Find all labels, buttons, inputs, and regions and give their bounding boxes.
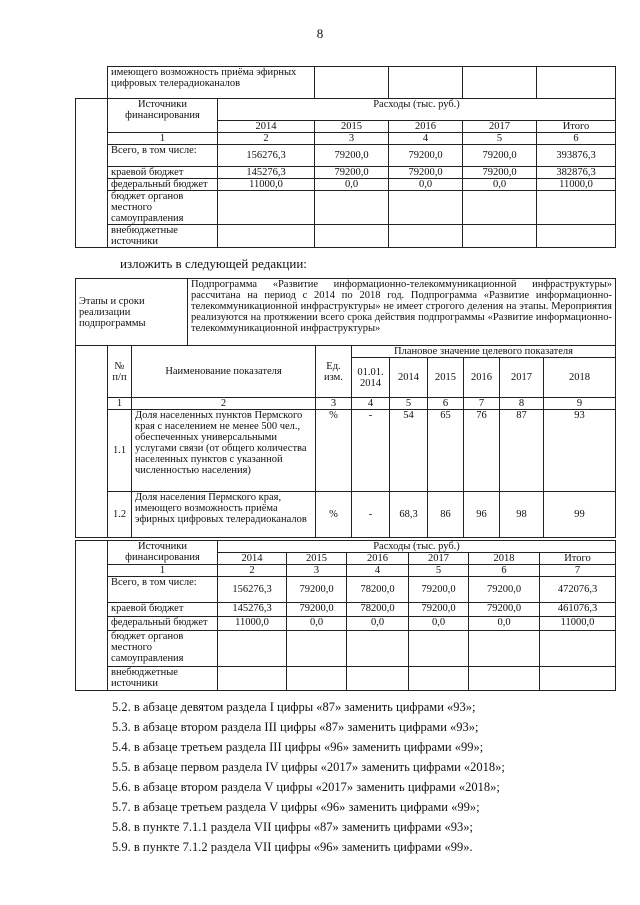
unit: %	[316, 492, 352, 538]
cell-value: 79200,0	[409, 577, 469, 603]
top-expenses-header: Расходы (тыс. руб.)	[218, 99, 616, 121]
cell-value: 76	[464, 410, 500, 492]
top-sources-header: Источники финансирования	[108, 99, 218, 133]
row-label: бюджет органов местного самоуправления	[108, 631, 218, 667]
cell-value: -	[352, 492, 390, 538]
col-number: 2	[218, 133, 315, 145]
cell-value: 0,0	[463, 179, 537, 191]
cell-value: 11000,0	[540, 617, 616, 631]
list-item: 5.6. в абзаце втором раздела V цифры «2017» заменить цифрами «2018»;	[112, 780, 500, 794]
table-row	[76, 577, 616, 603]
year-header: 2015	[428, 358, 464, 398]
cell-value: 78200,0	[347, 577, 409, 603]
col-number: 1	[108, 565, 218, 577]
row-label: краевой бюджет	[108, 167, 218, 179]
bottom-expenses-header: Расходы (тыс. руб.)	[218, 541, 616, 553]
year-header: 2016	[389, 121, 463, 133]
list-item: 5.5. в абзаце первом раздела IV цифры «2017» заменить цифрами «2018»;	[112, 760, 505, 774]
cell-value: 472076,3	[540, 577, 616, 603]
col-number: 3	[287, 565, 347, 577]
top-section-label	[76, 99, 108, 248]
cell-value: 87	[500, 410, 544, 492]
col-number: 4	[352, 398, 390, 410]
cell-value: 99	[544, 492, 616, 538]
cell-value: 145276,3	[218, 603, 287, 617]
page-number: 8	[316, 26, 324, 41]
col-number: 9	[544, 398, 616, 410]
cell-value: 11000,0	[218, 179, 315, 191]
list-item: 5.2. в абзаце девятом раздела I цифры «87» заменить цифрами «93»;	[112, 700, 476, 714]
cell-value: 0,0	[469, 617, 540, 631]
indicator-name: Доля населения Пермского края, имеющего возможность приёма эфирных цифровых телерадиоканалов	[132, 492, 316, 538]
cell-value: -	[352, 410, 390, 492]
table-row	[76, 225, 616, 248]
row-number: 1.2	[108, 492, 132, 538]
year-header: 2016	[347, 553, 409, 565]
table-row	[76, 410, 616, 492]
intro-text: изложить в следующей редакции:	[120, 256, 307, 271]
cell-value: 79200,0	[469, 577, 540, 603]
cell-value: 461076,3	[540, 603, 616, 617]
year-header: 2017	[463, 121, 537, 133]
table-row	[76, 603, 616, 617]
cell-value: 79200,0	[409, 603, 469, 617]
cell-value: 145276,3	[218, 167, 315, 179]
row-label: Всего, в том числе:	[108, 577, 218, 603]
table-row	[76, 191, 616, 225]
stages-table	[75, 278, 616, 346]
col-number: 4	[347, 565, 409, 577]
col-number: 5	[409, 565, 469, 577]
cell-value: 393876,3	[537, 145, 616, 167]
targets-table	[75, 345, 616, 538]
bottom-sources-header: Источники финансирования	[108, 541, 218, 565]
top-financing-table	[75, 66, 616, 248]
col-number: 6	[537, 133, 616, 145]
cell-value: 96	[464, 492, 500, 538]
year-header: 2014	[390, 358, 428, 398]
col-number: 8	[500, 398, 544, 410]
year-header: 2015	[315, 121, 389, 133]
list-item: 5.4. в абзаце третьем раздела III цифры «96» заменить цифрами «99»;	[112, 740, 484, 754]
row-label: федеральный бюджет	[108, 617, 218, 631]
amendments-list	[112, 697, 505, 857]
col-number: 7	[464, 398, 500, 410]
col-number: 3	[316, 398, 352, 410]
targets-section-label	[76, 346, 108, 538]
col-number: 2	[132, 398, 316, 410]
cell-value: 93	[544, 410, 616, 492]
cell-value: 79200,0	[463, 145, 537, 167]
year-header: 01.01. 2014	[352, 358, 390, 398]
stages-label: Этапы и сроки реализации подпрограммы	[76, 279, 188, 346]
cell-value: 68,3	[390, 492, 428, 538]
cell-value: 0,0	[287, 617, 347, 631]
list-item: 5.8. в пункте 7.1.1 раздела VII цифры «87» заменить цифрами «93»;	[112, 820, 473, 834]
unit-header: Ед. изм.	[316, 346, 352, 398]
col-number: 3	[315, 133, 389, 145]
cell-value: 0,0	[389, 179, 463, 191]
col-number: 5	[463, 133, 537, 145]
stages-text: Подпрограмма «Развитие информационно-телекоммуникационной инфраструктуры» рассчитана на период с 2014 по 2018 год. Подпрограмма «Развитие информационно-телекоммуникационной инфраструктуры» не имеет строгого деления на этапы. Мероприятия реализуются на протяжении всего срока действия подпрограммы «Развитие информационно-телекоммуникационной инфраструктуры»	[188, 279, 616, 346]
list-item: 5.7. в абзаце третьем раздела V цифры «96» заменить цифрами «99»;	[112, 800, 480, 814]
row-label: Всего, в том числе:	[108, 145, 218, 167]
cell-value: 86	[428, 492, 464, 538]
table-row	[76, 145, 616, 167]
col-number: 4	[389, 133, 463, 145]
cell-value: 79200,0	[389, 145, 463, 167]
year-header: Итого	[540, 553, 616, 565]
year-header: 2014	[218, 553, 287, 565]
cell-value: 79200,0	[315, 145, 389, 167]
cell-value: 79200,0	[315, 167, 389, 179]
cell-value: 0,0	[347, 617, 409, 631]
table-row	[76, 631, 616, 667]
col-number: 5	[390, 398, 428, 410]
year-header: 2017	[500, 358, 544, 398]
year-header: Итого	[537, 121, 616, 133]
cell-value: 11000,0	[218, 617, 287, 631]
cell-value: 79200,0	[389, 167, 463, 179]
table-row	[76, 167, 616, 179]
cell-value: 79200,0	[469, 603, 540, 617]
cell-value: 79200,0	[287, 603, 347, 617]
continued-row-text: имеющего возможность приёма эфирных цифровых телерадиоканалов	[108, 67, 315, 99]
cell-value: 54	[390, 410, 428, 492]
row-label: федеральный бюджет	[108, 179, 218, 191]
list-item: 5.9. в пункте 7.1.2 раздела VII цифры «96» заменить цифрами «99».	[112, 840, 473, 854]
cell-value: 0,0	[409, 617, 469, 631]
row-label: краевой бюджет	[108, 603, 218, 617]
col-number: 2	[218, 565, 287, 577]
cell-value: 65	[428, 410, 464, 492]
cell-value: 79200,0	[463, 167, 537, 179]
col-number: 1	[108, 398, 132, 410]
unit: %	[316, 410, 352, 492]
list-item: 5.3. в абзаце втором раздела III цифры «87» заменить цифрами «93»;	[112, 720, 479, 734]
year-header: 2018	[544, 358, 616, 398]
row-label: бюджет органов местного самоуправления	[108, 191, 218, 225]
name-header: Наименование показателя	[132, 346, 316, 398]
cell-value: 78200,0	[347, 603, 409, 617]
col-number: 6	[428, 398, 464, 410]
cell-value: 382876,3	[537, 167, 616, 179]
col-number: 7	[540, 565, 616, 577]
cell-value: 98	[500, 492, 544, 538]
cell-value: 0,0	[315, 179, 389, 191]
cell-value: 156276,3	[218, 577, 287, 603]
year-header: 2014	[218, 121, 315, 133]
table-row	[76, 492, 616, 538]
num-header: № п/п	[108, 346, 132, 398]
table-row	[76, 617, 616, 631]
table-row	[76, 667, 616, 691]
bottom-financing-table	[75, 540, 616, 691]
row-number: 1.1	[108, 410, 132, 492]
year-header: 2017	[409, 553, 469, 565]
plan-header: Плановое значение целевого показателя	[352, 346, 616, 358]
row-label: внебюджетные источники	[108, 667, 218, 691]
cell-value: 79200,0	[287, 577, 347, 603]
cell-value: 11000,0	[537, 179, 616, 191]
indicator-name: Доля населенных пунктов Пермского края с населением не менее 500 чел., обеспеченных универсальными услугами связи (от общего количества населенных пунктов с указанной численностью населения)	[132, 410, 316, 492]
row-label: внебюджетные источники	[108, 225, 218, 248]
year-header: 2015	[287, 553, 347, 565]
cell-value: 156276,3	[218, 145, 315, 167]
bottom-section-label	[76, 541, 108, 691]
col-number: 1	[108, 133, 218, 145]
year-header: 2018	[469, 553, 540, 565]
col-number: 6	[469, 565, 540, 577]
year-header: 2016	[464, 358, 500, 398]
table-row	[76, 179, 616, 191]
